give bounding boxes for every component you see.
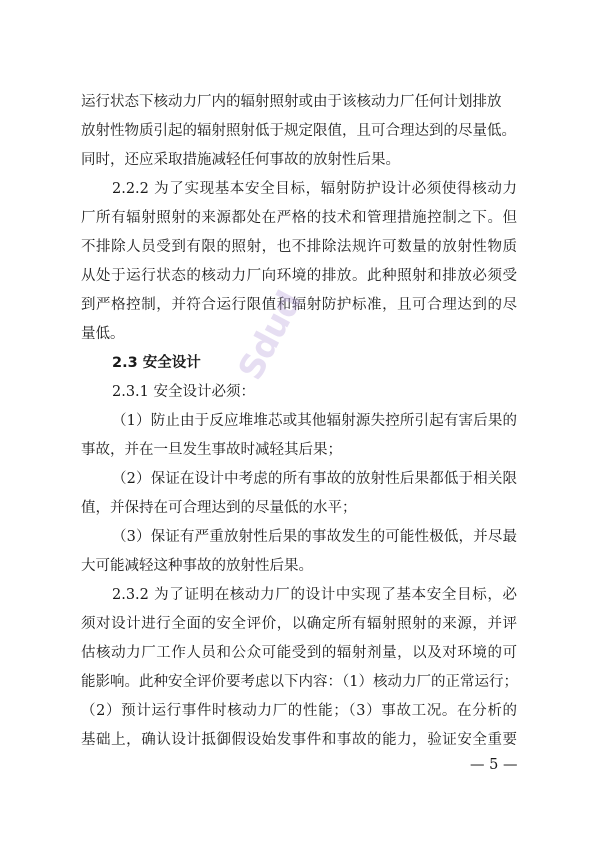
body-line: 能影响。此种安全评价要考虑以下内容：（1）核动力厂的正常运行； [81,674,518,690]
body-line: 厂所有辐射照射的来源都处在严格的技术和管理措施控制之下。但 [81,210,517,226]
body-line: 量低。 [81,326,125,342]
body-line: （3）保证有严重放射性后果的事故发生的可能性极低，并尽最 [112,529,517,545]
body-line: 基础上，确认设计抵御假设始发事件和事故的能力，验证安全重要 [81,732,517,748]
body-line: 到严格控制，并符合运行限值和辐射防护标准，且可合理达到的尽 [81,297,517,313]
body-line: 从处于运行状态的核动力厂向环境的排放。此种照射和排放必须受 [81,268,517,284]
section-heading: 2.3 安全设计 [112,355,201,371]
body-line: 值，并保持在可合理达到的尽量低的水平； [81,500,357,516]
body-line: 2.3.1 安全设计必须： [112,384,256,400]
body-line: 2.3.2 为了证明在核动力厂的设计中实现了基本安全目标，必 [112,587,517,603]
body-line: 同时，还应采取措施减轻任何事故的放射性后果。 [81,152,400,168]
body-line: （2）保证在设计中考虑的所有事故的放射性后果都低于相关限 [112,471,517,487]
body-line: 估核动力厂工作人员和公众可能受到的辐射剂量，以及对环境的可 [81,645,517,661]
page-number: — 5 — [470,757,518,773]
body-line: 运行状态下核动力厂内的辐射照射或由于该核动力厂任何计划排放 [81,94,502,110]
watermark-text: Sdud [230,285,310,387]
body-line: （1）防止由于反应堆堆芯或其他辐射源失控所引起有害后果的 [112,413,517,429]
body-line: 大可能减轻这种事故的放射性后果。 [81,558,313,574]
body-line: 须对设计进行全面的安全评价，以确定所有辐射照射的来源，并评 [81,616,517,632]
body-line: 放射性物质引起的辐射照射低于规定限值，且可合理达到的尽量低。 [81,123,516,139]
body-line: 事故，并在一旦发生事故时减轻其后果； [81,442,342,458]
body-line: 不排除人员受到有限的照射，也不排除法规许可数量的放射性物质 [81,239,517,255]
body-line: 2.2.2 为了实现基本安全目标，辐射防护设计必须使得核动力 [112,181,517,197]
body-line: （2）预计运行事件时核动力厂的性能；（3）事故工况。在分析的 [81,703,517,719]
